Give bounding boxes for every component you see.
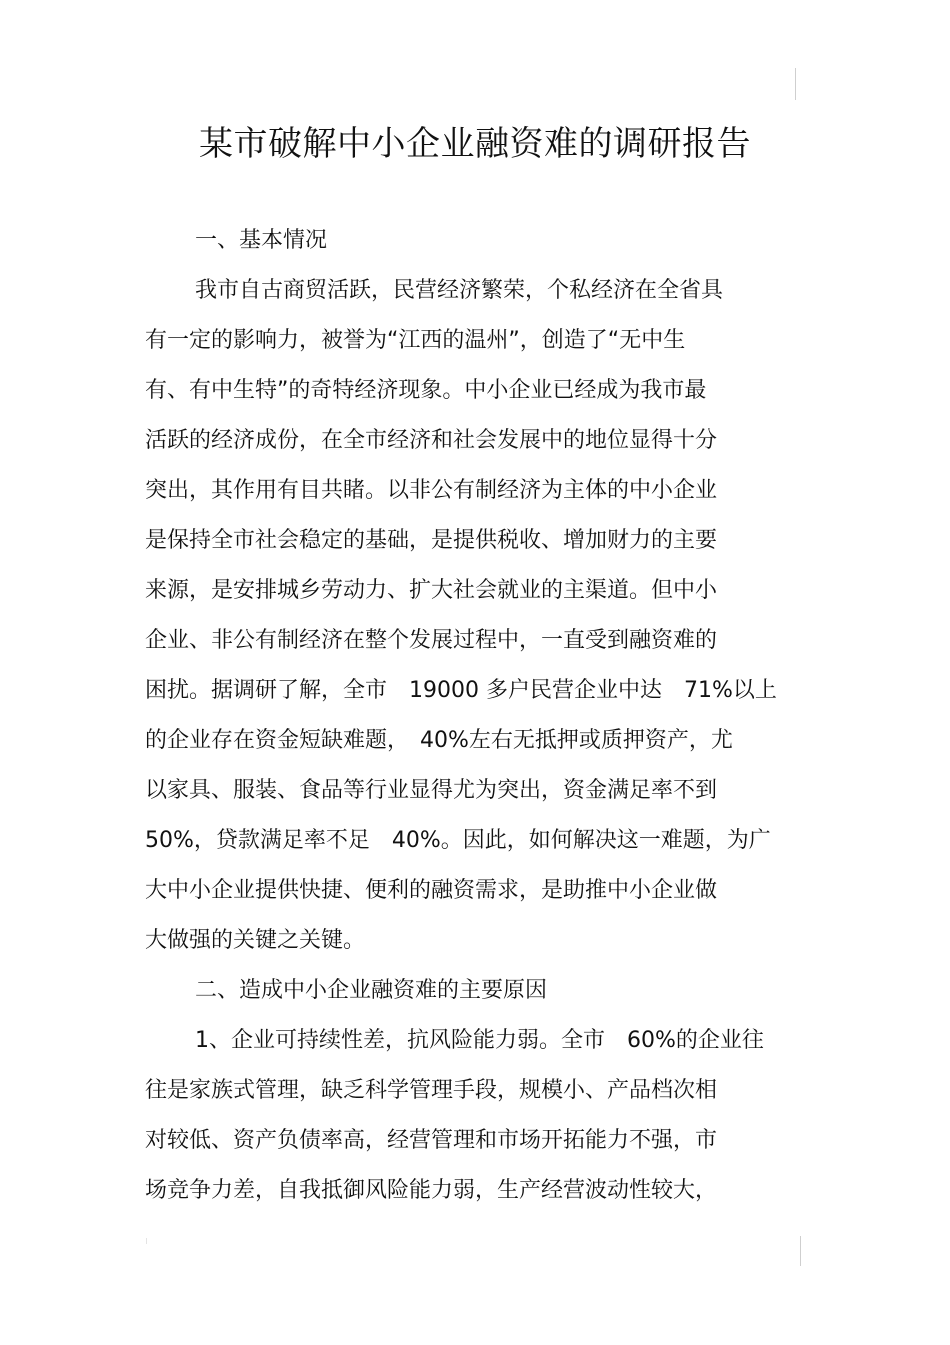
text-line: 1、企业可持续性差，抗风险能力弱。全市 60%的企业往 <box>195 1028 764 1053</box>
document-body <box>145 222 845 1222</box>
text-line: 我市自古商贸活跃，民营经济繁荣，个私经济在全省具 <box>195 278 724 303</box>
text-line: 一、基本情况 <box>195 228 328 253</box>
text-line: 困扰。据调研了解，全市 19000 多户民营企业中达 71%以上 <box>145 678 777 703</box>
text-line: 50%，贷款满足率不足 40%。因此，如何解决这一难题，为广 <box>145 828 771 853</box>
text-line: 往是家族式管理，缺乏科学管理手段，规模小、产品档次相 <box>145 1078 718 1103</box>
page-corner-mark <box>795 68 796 100</box>
text-line: 活跃的经济成份，在全市经济和社会发展中的地位显得十分 <box>145 428 718 453</box>
text-line: 的企业存在资金短缺难题， 40%左右无抵押或质押资产，尤 <box>145 728 733 753</box>
text-line: 来源，是安排城乡劳动力、扩大社会就业的主渠道。但中小 <box>145 578 718 603</box>
text-line: 二、造成中小企业融资难的主要原因 <box>195 978 548 1003</box>
text-line: 对较低、资产负债率高，经营管理和市场开拓能力不强，市 <box>145 1128 718 1153</box>
page-corner-mark <box>800 1236 801 1266</box>
text-line: 有、有中生特”的奇特经济现象。中小企业已经成为我市最 <box>145 378 707 403</box>
text-line: 大中小企业提供快捷、便利的融资需求，是助推中小企业做 <box>145 878 718 903</box>
page-title: 某市破解中小企业融资难的调研报告 <box>199 124 751 164</box>
page-corner-mark <box>146 1238 147 1244</box>
text-line: 以家具、服装、食品等行业显得尤为突出，资金满足率不到 <box>145 778 718 803</box>
text-line: 有一定的影响力，被誉为“江西的温州”，创造了“无中生 <box>145 328 686 353</box>
text-line: 是保持全市社会稳定的基础，是提供税收、增加财力的主要 <box>145 528 718 553</box>
text-line: 场竞争力差，自我抵御风险能力弱，生产经营波动性较大， <box>145 1178 718 1203</box>
text-line: 企业、非公有制经济在整个发展过程中，一直受到融资难的 <box>145 628 718 653</box>
text-line: 突出，其作用有目共睹。以非公有制经济为主体的中小企业 <box>145 478 718 503</box>
text-line: 大做强的关键之关键。 <box>145 928 366 953</box>
